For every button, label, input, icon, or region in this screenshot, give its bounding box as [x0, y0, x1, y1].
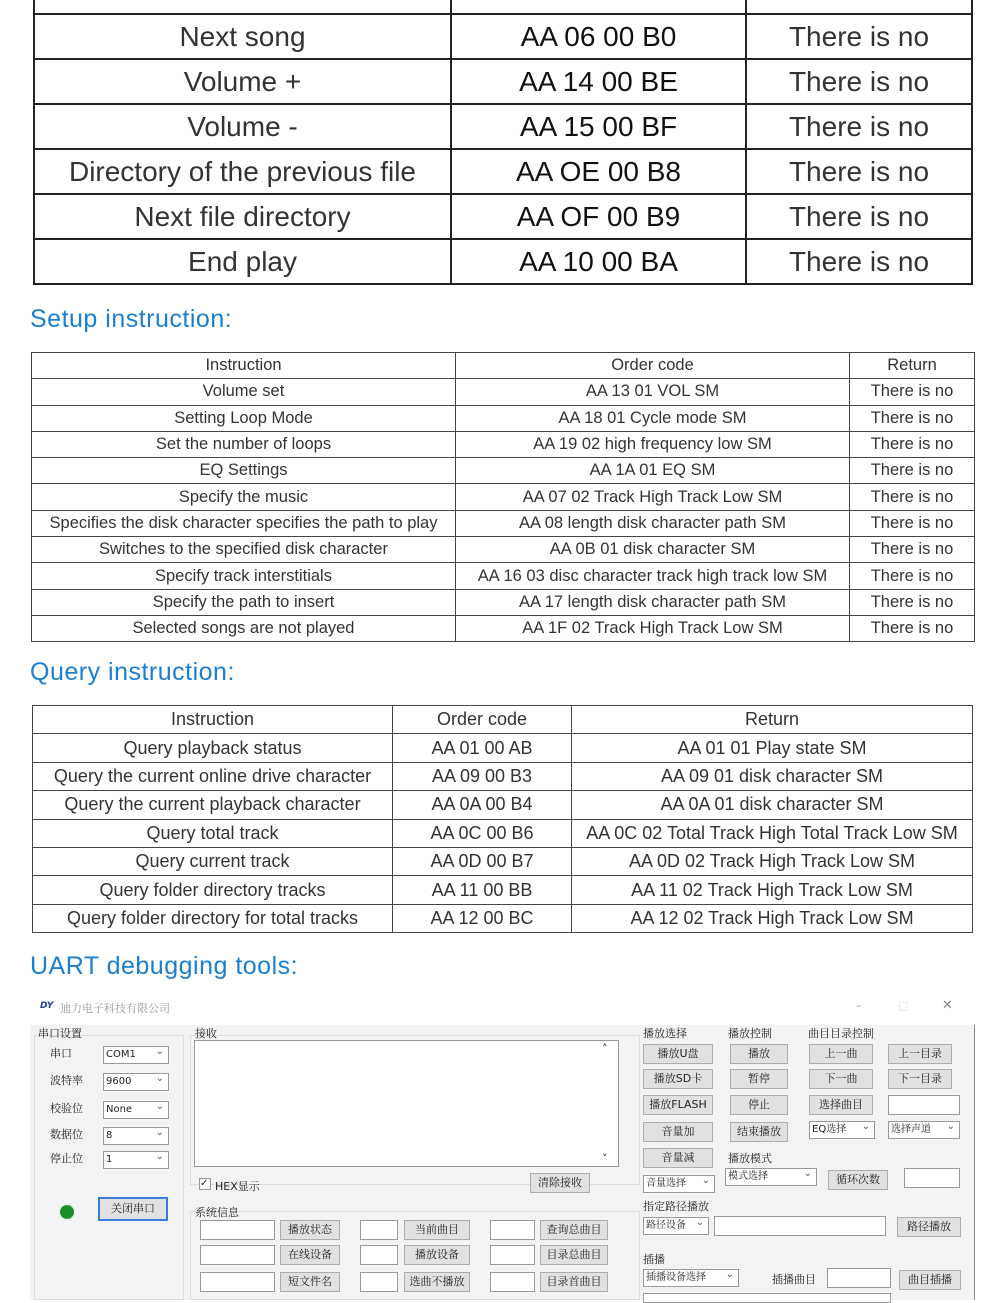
field-label: 校验位	[50, 1102, 83, 1115]
sysinfo-button[interactable]: 查询总曲目	[540, 1220, 608, 1240]
field-select[interactable]: 9600 ⌄	[103, 1073, 169, 1091]
table-row	[33, 762, 973, 790]
sysinfo-label: 系统信息	[195, 1206, 239, 1219]
sysinfo-field[interactable]	[200, 1220, 275, 1240]
table-row	[32, 563, 975, 589]
close-button[interactable]: ✕	[942, 998, 953, 1013]
table-row-cell: There is no	[746, 149, 972, 194]
minimize-button[interactable]: –	[856, 999, 862, 1012]
volume-select[interactable]: 音量选择 ⌄	[643, 1175, 715, 1193]
hex-display-checkbox[interactable]: ✓	[199, 1178, 211, 1190]
sysinfo-button[interactable]: 当前曲目	[404, 1220, 470, 1240]
table-header-row	[32, 353, 975, 379]
table-row-cell: There is no	[850, 484, 975, 510]
table-row-cell: AA 0C 00 B6	[393, 819, 572, 847]
table-header-row-cell: Return	[850, 353, 975, 379]
play-mode-label: 播放模式	[728, 1152, 772, 1165]
table-row-cell: There is no	[850, 405, 975, 431]
sysinfo-button[interactable]: 播放状态	[280, 1220, 340, 1240]
field-label: 波特率	[50, 1074, 83, 1087]
table-header-row-cell: Order code	[393, 706, 572, 734]
table-row-cell: There is no	[850, 615, 975, 641]
table-row-cell: There is no	[850, 537, 975, 563]
field-label: 停止位	[50, 1152, 83, 1165]
scroll-down-icon[interactable]: ˅	[602, 1152, 608, 1165]
table-row-cell: AA 12 00 BC	[393, 904, 572, 932]
dir-control-label: 曲目目录控制	[808, 1027, 874, 1040]
table-row-cell: There is no	[850, 458, 975, 484]
table-header-row	[33, 706, 973, 734]
scroll-up-icon[interactable]: ˄	[602, 1042, 608, 1055]
table-row-cell: There is no	[746, 14, 972, 59]
table-row-cell: Directory of the previous file	[34, 149, 451, 194]
table-row-cell: Volume +	[34, 59, 451, 104]
table-row-cell: AA 09 01 disk character SM	[572, 762, 973, 790]
table-row	[33, 734, 973, 762]
insert-track-input[interactable]	[827, 1268, 891, 1288]
table-row-cell: AA 0A 00 B4	[393, 791, 572, 819]
path-device-select[interactable]: 路径设备 ⌄	[643, 1217, 709, 1235]
sysinfo-field[interactable]	[360, 1272, 398, 1292]
play-control-button[interactable]: 停止	[730, 1095, 788, 1115]
insert-path-input[interactable]	[643, 1293, 891, 1303]
eq-select[interactable]: EQ选择 ⌄	[809, 1121, 875, 1139]
table-row-cell: AA 15 00 BF	[451, 104, 746, 149]
field-label: 数据位	[50, 1128, 83, 1141]
sysinfo-field[interactable]	[200, 1272, 275, 1292]
sysinfo-button[interactable]: 目录总曲目	[540, 1245, 608, 1265]
play-select-button[interactable]: 播放SD卡	[643, 1069, 713, 1089]
sysinfo-field[interactable]	[490, 1220, 535, 1240]
sysinfo-field[interactable]	[200, 1245, 275, 1265]
table-row	[32, 379, 975, 405]
table-row-cell: AA 0D 00 B7	[393, 847, 572, 875]
table-row-cell: Query the current online drive character	[33, 762, 393, 790]
table-header-row-cell: Instruction	[32, 353, 456, 379]
clear-receive-button[interactable]: 清除接收	[530, 1173, 590, 1193]
table-row-cell: There is no	[746, 59, 972, 104]
table-row-cell: AA 13 01 VOL SM	[456, 379, 850, 405]
table-row-cell: Query folder directory for total tracks	[33, 904, 393, 932]
play-select-button[interactable]: 音量加	[643, 1122, 713, 1142]
table-row	[34, 149, 972, 194]
table-row-cell: AA 01 00 AB	[393, 734, 572, 762]
table-row	[33, 876, 973, 904]
table-row	[32, 405, 975, 431]
table-row-cell: AA 16 03 disc character track high track low SM	[456, 563, 850, 589]
prev-track-button[interactable]: 上一曲	[809, 1044, 873, 1064]
table-row	[34, 14, 972, 59]
table-row-cell: There is no	[850, 589, 975, 615]
field-select[interactable]: None ⌄	[103, 1101, 169, 1119]
sysinfo-button[interactable]: 播放设备	[404, 1245, 470, 1265]
table-row	[33, 904, 973, 932]
query-heading: Query instruction:	[30, 658, 235, 686]
track-insert-button[interactable]: 曲目插播	[899, 1270, 961, 1290]
table-row-cell: Switches to the specified disk character	[32, 537, 456, 563]
table-row-cell: Query total track	[33, 819, 393, 847]
table-row	[32, 615, 975, 641]
table-row-cell: There is no	[850, 563, 975, 589]
track-number-input[interactable]	[888, 1095, 960, 1115]
sysinfo-field[interactable]	[360, 1220, 398, 1240]
setup-heading: Setup instruction:	[30, 305, 233, 333]
table-row-cell: There is no	[746, 239, 972, 284]
loop-count-input[interactable]	[904, 1168, 960, 1188]
table-row-cell: Volume -	[34, 104, 451, 149]
sysinfo-button[interactable]: 在线设备	[280, 1245, 340, 1265]
table-row	[33, 791, 973, 819]
mode-select[interactable]: 模式选择 ⌄	[725, 1168, 817, 1186]
play-control-label: 播放控制	[728, 1027, 772, 1040]
table-row	[32, 537, 975, 563]
play-select-button[interactable]: 播放U盘	[643, 1044, 713, 1064]
table-row-cell: End play	[34, 239, 451, 284]
table-row-cell: Specify the path to insert	[32, 589, 456, 615]
table-row-cell: AA OE 00 B8	[451, 149, 746, 194]
table-row-cell: AA 11 02 Track High Track Low SM	[572, 876, 973, 904]
status-led-icon	[60, 1205, 74, 1219]
table-row-cell: Query the current playback character	[33, 791, 393, 819]
table-row	[32, 431, 975, 457]
table-row-cell: AA 01 01 Play state SM	[572, 734, 973, 762]
play-control-button[interactable]: 播放	[730, 1044, 788, 1064]
uart-heading: UART debugging tools:	[30, 952, 299, 980]
table-row-cell: There is no	[850, 431, 975, 457]
table-row	[32, 510, 975, 536]
table-row-cell: AA 08 length disk character path SM	[456, 510, 850, 536]
loop-count-button[interactable]: 循环次数	[828, 1170, 888, 1190]
uart-tool-window	[30, 995, 975, 1300]
table-row-cell: AA 07 02 Track High Track Low SM	[456, 484, 850, 510]
table-row-cell: Next file directory	[34, 194, 451, 239]
table-row	[34, 59, 972, 104]
title-bar	[30, 995, 975, 1025]
select-track-button[interactable]: 选择曲目	[809, 1095, 873, 1115]
table-row-cell: Set the number of loops	[32, 431, 456, 457]
table-row-cell: There is no	[746, 194, 972, 239]
table-row-cell: AA 19 02 high frequency low SM	[456, 431, 850, 457]
insert-label: 插播	[643, 1253, 665, 1266]
hex-display-label: HEX显示	[215, 1180, 260, 1193]
table-row-cell: AA 0D 02 Track High Track Low SM	[572, 847, 973, 875]
table-row	[33, 847, 973, 875]
play-control-button[interactable]: 暂停	[730, 1069, 788, 1089]
table-row-cell: AA OF 00 B9	[451, 194, 746, 239]
path-play-button[interactable]: 路径播放	[897, 1217, 961, 1237]
play-control-button[interactable]: 结束播放	[730, 1122, 788, 1142]
table-row	[32, 484, 975, 510]
table-row-cell: AA 1A 01 EQ SM	[456, 458, 850, 484]
table-row-cell: AA 0B 01 disk character SM	[456, 537, 850, 563]
table-row-cell: AA 11 00 BB	[393, 876, 572, 904]
play-select-button[interactable]: 播放FLASH	[643, 1095, 713, 1115]
table-row	[32, 589, 975, 615]
table-header-row-cell: Order code	[456, 353, 850, 379]
table-row	[32, 458, 975, 484]
sysinfo-field[interactable]	[490, 1245, 535, 1265]
table-row-cell: There is no	[746, 104, 972, 149]
table-row-cell: Selected songs are not played	[32, 615, 456, 641]
path-input[interactable]	[714, 1216, 886, 1236]
serial-settings-label: 串口设置	[38, 1027, 82, 1040]
table-row-cell: AA 0C 02 Total Track High Total Track Low SM	[572, 819, 973, 847]
play-select-label: 播放选择	[643, 1027, 687, 1040]
table-row	[33, 819, 973, 847]
field-select[interactable]: 8 ⌄	[103, 1127, 169, 1145]
table-header-row-cell: Instruction	[33, 706, 393, 734]
table-row-cell: AA 0A 01 disk character SM	[572, 791, 973, 819]
table-header-row-cell: Return	[572, 706, 973, 734]
table-row-cell: AA 1F 02 Track High Track Low SM	[456, 615, 850, 641]
table-row-cell: Next song	[34, 14, 451, 59]
next-track-button[interactable]: 下一曲	[809, 1069, 873, 1089]
table-row-cell: AA 17 length disk character path SM	[456, 589, 850, 615]
play-select-button[interactable]: 音量减	[643, 1148, 713, 1168]
table-row-cell: AA 06 00 B0	[451, 14, 746, 59]
field-label: 串口	[50, 1047, 72, 1060]
table-row	[34, 104, 972, 149]
sysinfo-field[interactable]	[490, 1272, 535, 1292]
table-row-cell: Volume set	[32, 379, 456, 405]
logo: DY	[40, 1001, 54, 1011]
table-row-cell: Query folder directory tracks	[33, 876, 393, 904]
maximize-button[interactable]: □	[898, 999, 909, 1012]
table-row	[34, 194, 972, 239]
insert-track-label: 插播曲目	[772, 1273, 816, 1286]
table-row-cell: There is no	[850, 379, 975, 405]
table-row-cell: AA 09 00 B3	[393, 762, 572, 790]
table-row-cell: Query current track	[33, 847, 393, 875]
setup-table	[31, 352, 975, 642]
insert-device-select[interactable]: 插播设备选择 ⌄	[643, 1269, 739, 1287]
table-row-clipped	[34, 0, 972, 14]
field-select[interactable]: COM1 ⌄	[103, 1046, 169, 1064]
sysinfo-button[interactable]: 目录首曲目	[540, 1272, 608, 1292]
path-play-label: 指定路径播放	[643, 1200, 709, 1213]
table-row-cell: AA 14 00 BE	[451, 59, 746, 104]
field-select[interactable]: 1 ⌄	[103, 1151, 169, 1169]
channel-select[interactable]: 选择声道 ⌄	[888, 1121, 960, 1139]
sysinfo-button[interactable]: 短文件名	[280, 1272, 340, 1292]
receive-textarea[interactable]	[194, 1040, 619, 1167]
next-dir-button[interactable]: 下一目录	[888, 1069, 952, 1089]
sysinfo-button[interactable]: 选曲不播放	[404, 1272, 470, 1292]
table-row-cell: AA 12 02 Track High Track Low SM	[572, 904, 973, 932]
table-row-cell: AA 10 00 BA	[451, 239, 746, 284]
receive-label: 接收	[195, 1027, 217, 1040]
query-table	[32, 705, 973, 933]
table-row-cell: Specify track interstitials	[32, 563, 456, 589]
table-row-cell: Specifies the disk character specifies the path to play	[32, 510, 456, 536]
prev-dir-button[interactable]: 上一目录	[888, 1044, 952, 1064]
table-row-cell: There is no	[850, 510, 975, 536]
close-port-button[interactable]: 关闭串口	[98, 1197, 168, 1221]
table-row-cell: Query playback status	[33, 734, 393, 762]
control-table	[33, 0, 973, 285]
sysinfo-field[interactable]	[360, 1245, 398, 1265]
table-row	[34, 239, 972, 284]
table-row-cell: EQ Settings	[32, 458, 456, 484]
table-row-cell: AA 18 01 Cycle mode SM	[456, 405, 850, 431]
window-title: 迪力电子科技有限公司	[60, 1002, 170, 1015]
table-row-cell: Specify the music	[32, 484, 456, 510]
table-row-cell: Setting Loop Mode	[32, 405, 456, 431]
